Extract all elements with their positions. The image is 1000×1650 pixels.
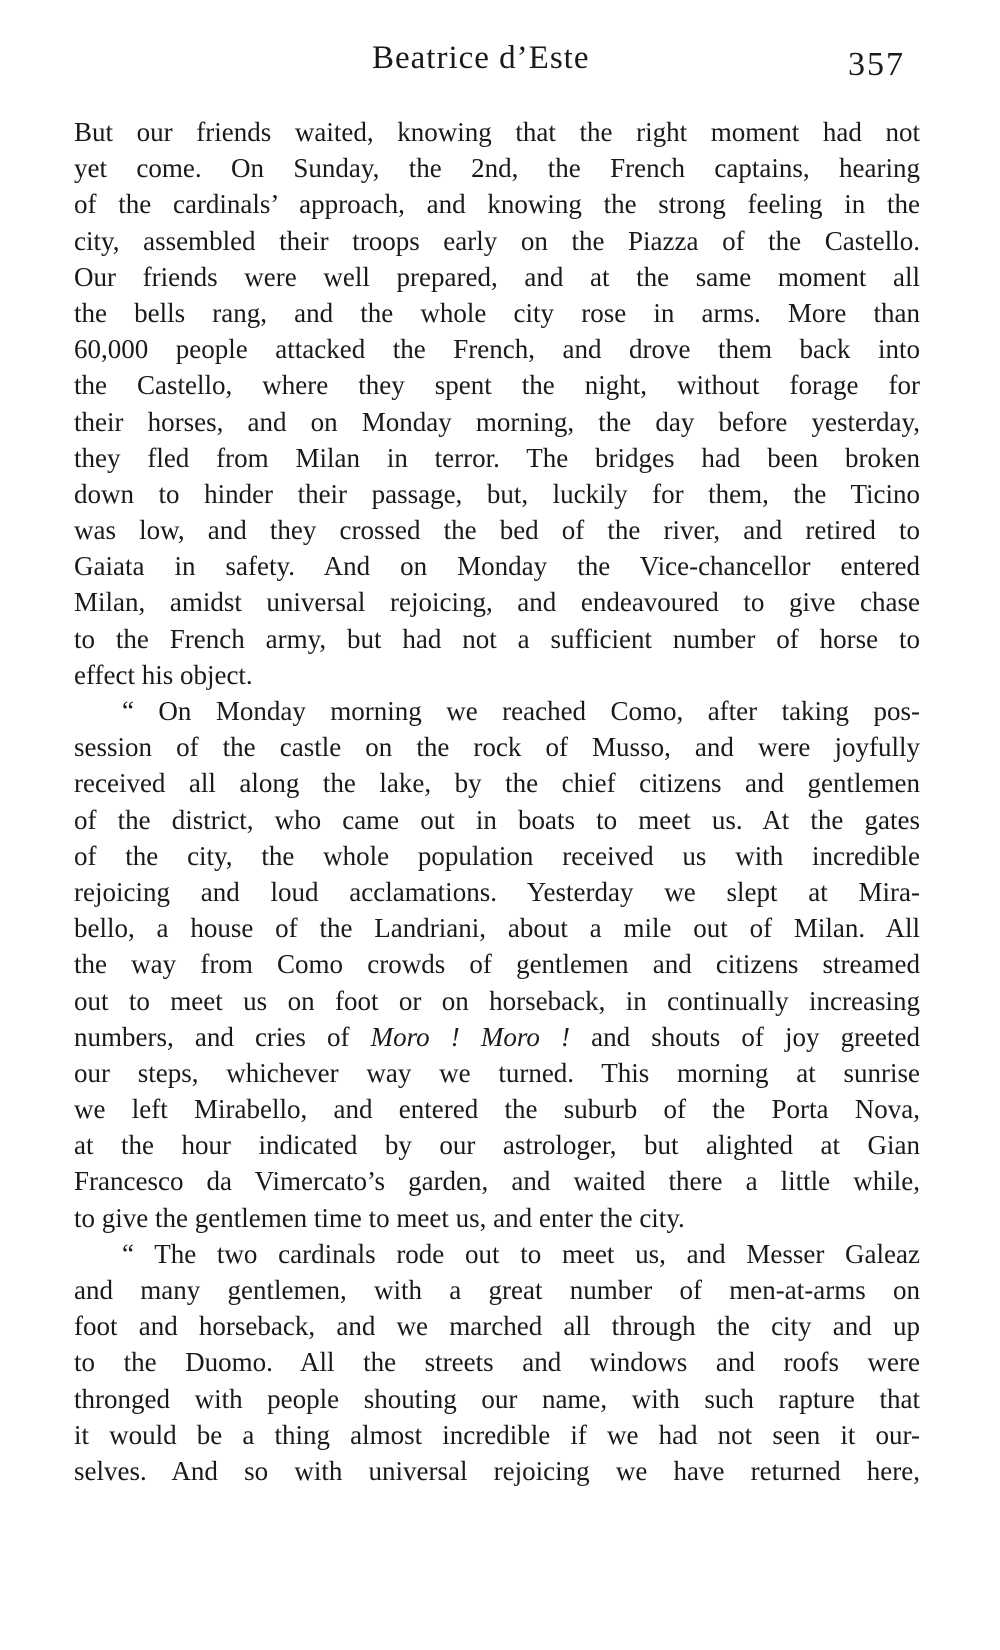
text-line: to give the gentlemen time to meet us, and enter the city. bbox=[74, 1202, 685, 1233]
text-line: down to hinder their passage, but, luckily for them, the Ticino bbox=[74, 478, 920, 509]
text-line: received all along the lake, by the chief citizens and gentlemen bbox=[74, 768, 920, 799]
body-text bbox=[74, 114, 920, 1489]
text-line: the Castello, where they spent the night, without forage for bbox=[74, 370, 920, 401]
running-title: Beatrice d’Este bbox=[372, 40, 590, 76]
text-line: effect his object. bbox=[74, 659, 253, 690]
text-line: selves. And so with universal rejoicing we have returned here, bbox=[74, 1455, 920, 1486]
text-line: to the French army, but had not a sufficient number of horse to bbox=[74, 623, 920, 654]
italic-exclamation: Moro ! bbox=[480, 1021, 570, 1052]
text-line: rejoicing and loud acclamations. Yesterday we slept at Mira- bbox=[74, 876, 920, 907]
text-line: to the Duomo. All the streets and windows and roofs were bbox=[74, 1347, 920, 1378]
text-line: yet come. On Sunday, the 2nd, the French captains, hearing bbox=[74, 153, 920, 184]
text-line: the bells rang, and the whole city rose in arms. More than bbox=[74, 297, 920, 328]
running-head bbox=[0, 40, 1000, 90]
text-line: of the district, who came out in boats to meet us. At the gates bbox=[74, 804, 920, 835]
text-line: their horses, and on Monday morning, the day before yesterday, bbox=[74, 406, 920, 437]
text-line-with-italics bbox=[74, 1019, 920, 1055]
text-line: Francesco da Vimercato’s garden, and waited there a little while, bbox=[74, 1166, 920, 1197]
page-number: 357 bbox=[848, 46, 905, 83]
text-line: session of the castle on the rock of Musso, and were joyfully bbox=[74, 732, 920, 763]
paragraph-2 bbox=[74, 693, 920, 1236]
text-line: Milan, amidst universal rejoicing, and endeavoured to give chase bbox=[74, 587, 920, 618]
text-line: out to meet us on foot or on horseback, in continually increasing bbox=[74, 985, 920, 1016]
text-line: “ On Monday morning we reached Como, after taking pos- bbox=[122, 696, 920, 726]
text-line: 60,000 people attacked the French, and drove them back into bbox=[74, 334, 920, 365]
text-line: was low, and they crossed the bed of the river, and retired to bbox=[74, 515, 920, 546]
text-line: of the city, the whole population received us with incredible bbox=[74, 840, 920, 871]
paragraph-1 bbox=[74, 114, 920, 693]
text-line: city, assembled their troops early on the Piazza of the Castello. bbox=[74, 225, 920, 256]
text-segment: numbers, and cries of bbox=[74, 1021, 350, 1052]
italic-exclamation: Moro ! bbox=[370, 1021, 460, 1052]
text-line: “ The two cardinals rode out to meet us, and Messer Galeaz bbox=[122, 1238, 920, 1269]
text-line: our steps, whichever way we turned. This morning at sunrise bbox=[74, 1057, 920, 1088]
text-line: of the cardinals’ approach, and knowing the strong feeling in the bbox=[74, 189, 920, 220]
text-line: Gaiata in safety. And on Monday the Vice-chancellor entered bbox=[74, 551, 920, 582]
text-line: it would be a thing almost incredible if we had not seen it our- bbox=[74, 1419, 920, 1450]
text-line: But our friends waited, knowing that the right moment had not bbox=[74, 117, 920, 147]
text-line: Our friends were well prepared, and at the same moment all bbox=[74, 261, 920, 292]
paragraph-3 bbox=[74, 1236, 920, 1489]
text-line: they fled from Milan in terror. The bridges had been broken bbox=[74, 442, 920, 473]
text-line: bello, a house of the Landriani, about a mile out of Milan. All bbox=[74, 913, 920, 944]
text-line: at the hour indicated by our astrologer, but alighted at Gian bbox=[74, 1130, 920, 1161]
text-line: thronged with people shouting our name, with such rapture that bbox=[74, 1383, 920, 1414]
text-segment: and shouts of joy greeted bbox=[591, 1021, 921, 1052]
text-line: we left Mirabello, and entered the suburb of the Porta Nova, bbox=[74, 1094, 920, 1125]
text-line: the way from Como crowds of gentlemen and citizens streamed bbox=[74, 949, 920, 980]
text-line: foot and horseback, and we marched all through the city and up bbox=[74, 1311, 920, 1342]
text-line: and many gentlemen, with a great number of men-at-arms on bbox=[74, 1275, 920, 1305]
